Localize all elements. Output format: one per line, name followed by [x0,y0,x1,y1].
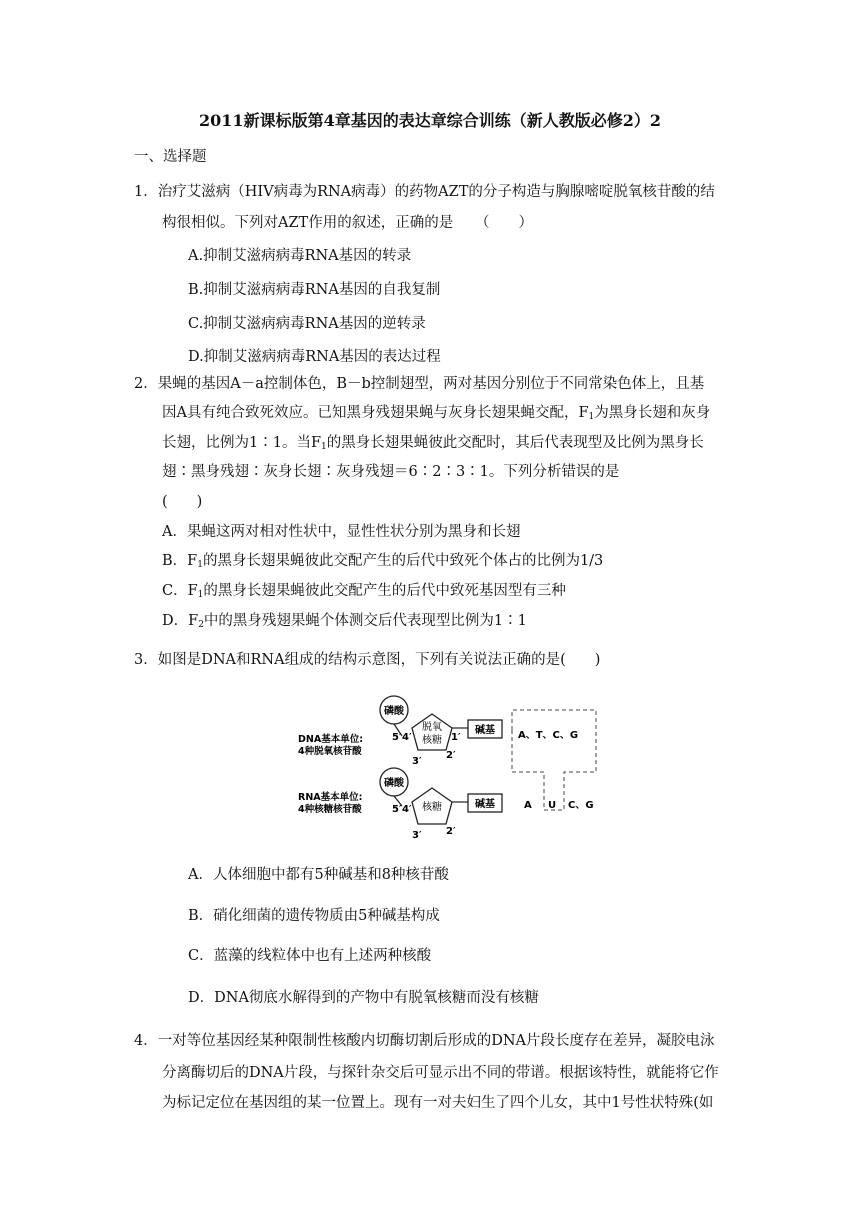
dna-unit-label-1: DNA基本单位: [298,734,363,745]
q2-option-b-head: B．F [162,553,198,569]
q1-line1: 1．治疗艾滋病（HIV病毒为RNA病毒）的药物AZT的分子构造与胸腺嘧啶脱氧核苷酸的结 [134,184,715,200]
q1-option-d: D.抑制艾滋病病毒RNA基因的表达过程 [188,349,441,365]
subscript: 2 [198,620,204,630]
position-5: 5′ [392,804,402,815]
q2-option-b-tail: 的黑身长翅果蝇彼此交配产生的后代中致死个体占的比例为1/3 [202,553,604,569]
subscript: 1 [321,442,327,452]
position-4: 4′ [402,804,412,815]
section-heading: 一、选择题 [134,149,207,165]
dna-rna-structure-diagram [296,692,608,842]
q1-option-c: C.抑制艾滋病病毒RNA基因的逆转录 [188,316,426,332]
rna-unit-label-1: RNA基本单位: [298,792,363,803]
deoxyribose-label-1: 脱氧 [422,722,442,733]
q2-line2-tail: 为黑身长翅和灰身 [594,405,711,421]
q2-option-d-tail: 中的黑身残翅果蝇个体测交后代表现型比例为1∶1 [203,613,527,629]
deoxyribose-label-2: 核糖 [422,735,442,746]
q2-line2 [162,403,710,427]
q2-line4: 翅∶黑身残翅∶灰身长翅∶灰身残翅＝6∶2∶3∶1。下列分析错误的是 [162,464,620,480]
phosphate-label-dna: 磷酸 [384,706,404,717]
position-2: 2′ [446,750,456,761]
rna-base-a: A [524,800,532,811]
q1-line2: 构很相似。下列对AZT作用的叙述，正确的是 （ ） [162,215,533,231]
base-label-rna: 碱基 [475,799,495,810]
q2-option-d-head: D．F [162,613,199,629]
q2-option-b [162,551,603,575]
shared-bases-bracket [512,710,596,810]
q3-option-c: C．蓝藻的线粒体中也有上述两种核酸 [188,948,432,964]
q2-option-c-tail: 的黑身长翅果蝇彼此交配产生的后代中致死基因型有三种 [203,583,566,599]
q2-line3 [162,433,704,457]
q4-line3: 为标记定位在基因组的某一位置上。现有一对夫妇生了四个儿女，其中1号性状特殊(如 [162,1095,714,1111]
q4-line2: 分离酶切后的DNA片段，与探针杂交后可显示出不同的带谱。根据该特性，就能将它作 [162,1065,719,1081]
q3-line1: 3．如图是DNA和RNA组成的结构示意图，下列有关说法正确的是( ) [134,652,601,668]
position-3: 3′ [412,830,422,841]
subscript: 1 [197,590,204,600]
q2-option-c-head: C．F [162,583,198,599]
dna-unit-label-2: 4种脱氧核苷酸 [298,746,362,757]
rna-unit-label-2: 4种核糖核苷酸 [298,804,362,815]
rna-base-u: U [548,800,557,811]
q2-option-a: A．果蝇这两对相对性状中，显性性状分别为黑身和长翅 [162,524,521,540]
q1-option-b: B.抑制艾滋病病毒RNA基因的自我复制 [188,282,441,298]
q3-option-a: A．人体细胞中都有5种碱基和8种核苷酸 [188,867,449,883]
subscript: 1 [588,412,595,422]
position-1: 1′ [451,732,461,743]
rna-bases-cg: C、G [568,800,594,811]
q3-option-b: B．硝化细菌的遗传物质由5种碱基构成 [188,908,440,924]
q1-option-a: A.抑制艾滋病病毒RNA基因的转录 [188,248,412,264]
subscript: 1 [197,560,203,570]
dna-bases: A、T、C、G [518,730,579,741]
q2-line2-text: 因A具有纯合致死效应。已知黑身残翅果蝇与灰身长翅果蝇交配，F [162,405,589,421]
q2-line3-tail: 的黑身长翅果蝇彼此交配时，其后代表现型及比例为黑身长 [326,435,704,451]
q2-line3-head: 长翅，比例为1∶1。当F [162,435,322,451]
q4-line1: 4．一对等位基因经某种限制性核酸内切酶切割后形成的DNA片段长度存在差异，凝胶电泳 [134,1033,715,1049]
q3-option-d: D．DNA彻底水解得到的产物中有脱氧核糖而没有核糖 [188,990,539,1006]
ribose-label: 核糖 [422,802,442,813]
phosphate-label-rna: 磷酸 [384,778,404,789]
position-4: 4′ [402,732,412,743]
position-3: 3′ [412,756,422,767]
position-5: 5′ [392,732,402,743]
document-title: 2011新课标版第4章基因的表达章综合训练（新人教版必修2）2 [199,111,661,130]
position-2: 2′ [446,826,456,837]
q2-line1: 2．果蝇的基因A－a控制体色，B－b控制翅型，两对基因分别位于不同常染色体上，且基 [134,376,705,392]
base-label-dna: 碱基 [475,725,495,736]
q2-option-c [162,581,566,605]
q2-line5: ( ) [162,494,203,510]
q2-option-d [162,611,527,635]
